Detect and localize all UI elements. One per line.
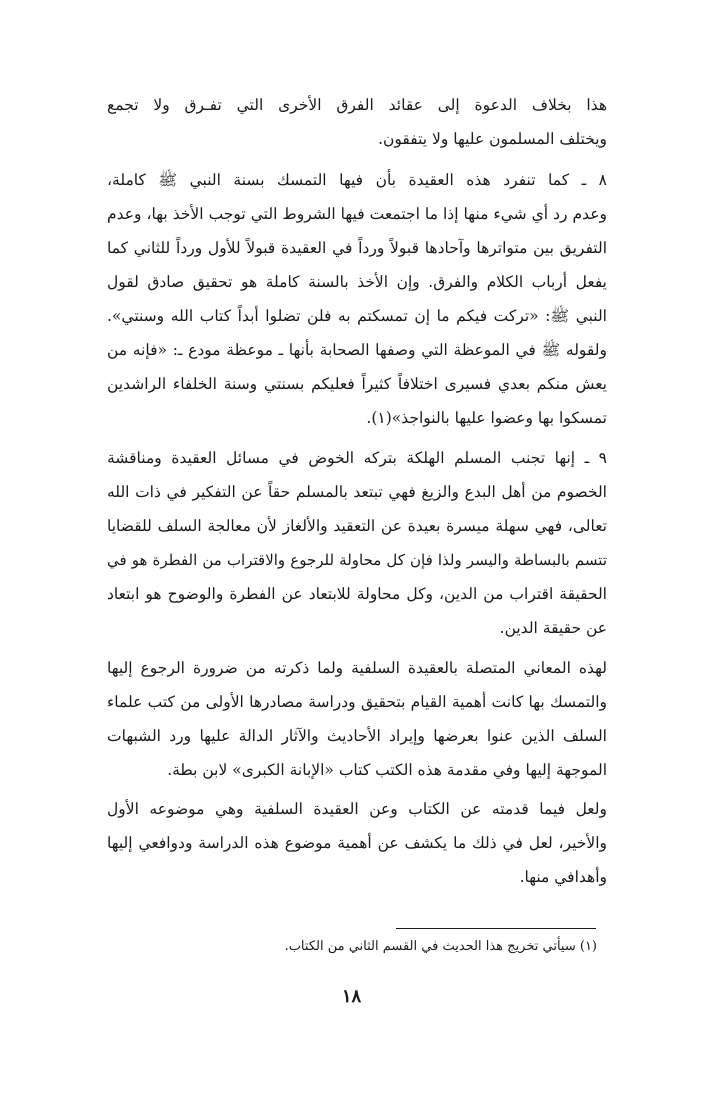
text-line: لهذه المعاني المتصلة بالعقيدة السلفية ولما ذكرته من ضرورة الرجوع إليها bbox=[107, 659, 607, 677]
paragraph-5 bbox=[107, 792, 607, 894]
text-line: والتمسك بها كانت أهمية القيام بتحقيق ودراسة مصادرها الأولى من كتب علماء bbox=[107, 693, 607, 711]
text-line: الخصوم من أهل البدع والزيغ فهي تبتعد بالمسلم حقاً عن التفكير في ذات الله bbox=[107, 483, 607, 501]
text-line: ٩ ـ إنها تجنب المسلم الهلكة بتركه الخوض في مسائل العقيدة ومناقشة bbox=[107, 449, 607, 467]
text-line: التفريق بين متواترها وآحادها قبولاً ورداً في العقيدة قبولاً للأول ورداً للثاني كما bbox=[107, 239, 607, 257]
text-line: والأخير، لعل في ذلك ما يكشف عن أهمية موضوع هذه الدراسة ودوافعي إليها bbox=[107, 834, 607, 852]
text-line: الحقيقة اقتراب من الدين، وكل محاولة للابتعاد عن الفطرة والوضوح هو ابتعاد bbox=[107, 585, 607, 603]
footnote: (١) سيأتي تخريج هذا الحديث في القسم الثاني من الكتاب. bbox=[284, 939, 597, 954]
text-line: هذا بخلاف الدعوة إلى عقائد الفرق الأخرى التي تفـرق ولا تجمع bbox=[107, 96, 607, 114]
footnote-divider bbox=[396, 928, 596, 929]
page-number: ١٨ bbox=[341, 986, 362, 1007]
text-line: ويختلف المسلمون عليها ولا يتفقون. bbox=[378, 130, 607, 148]
paragraph-1 bbox=[107, 88, 607, 156]
text-line: ٨ ـ كما تنفرد هذه العقيدة بأن فيها التمسك بسنة النبي ﷺ كاملة، bbox=[107, 171, 607, 189]
text-line: النبي ﷺ: «تركت فيكم ما إن تمسكتم به فلن تضلوا أبداً كتاب الله وسنتي». bbox=[107, 307, 607, 325]
text-line: السلف الذين عنوا بعرضها وإيراد الأحاديث والآثار الدالة عليها ورد الشبهات bbox=[107, 727, 607, 745]
text-line: تمسكوا بها وعضوا عليها بالنواجذ»(١). bbox=[366, 409, 607, 427]
text-line: ولعل فيما قدمته عن الكتاب وعن العقيدة السلفية وهي موضوعه الأول bbox=[107, 800, 607, 818]
text-line: يفعل أرباب الكلام والفرق. وإن الأخذ بالسنة كاملة هو تحقيق صادق لقول bbox=[107, 273, 607, 291]
text-line: تتسم بالبساطة واليسر ولذا فإن كل محاولة للرجوع والاقتراب من الفطرة هو في bbox=[107, 551, 607, 569]
text-line: ولقوله ﷺ في الموعظة التي وصفها الصحابة بأنها ـ موعظة مودع ـ: «فإنه من bbox=[107, 341, 607, 359]
paragraph-3 bbox=[107, 441, 607, 645]
text-line: يعش منكم بعدي فسيرى اختلافاً كثيراً فعليكم بسنتي وسنة الخلفاء الراشدين bbox=[107, 375, 607, 393]
text-line: عن حقيقة الدين. bbox=[499, 619, 607, 637]
text-line: وعدم رد أي شيء منها إذا ما اجتمعت فيها الشروط التي توجب الأخذ بها، وعدم bbox=[107, 205, 607, 223]
text-line: تعالى، فهي سهلة ميسرة بعيدة عن التعقيد والألغاز لأن معالجة السلف للقضايا bbox=[107, 517, 607, 535]
text-line: وأهدافي منها. bbox=[519, 868, 607, 886]
text-line: الموجهة إليها وفي مقدمة هذه الكتب كتاب «الإبانة الكبرى» لابن بطة. bbox=[167, 761, 607, 779]
paragraph-4 bbox=[107, 651, 607, 787]
paragraph-2 bbox=[107, 163, 607, 435]
